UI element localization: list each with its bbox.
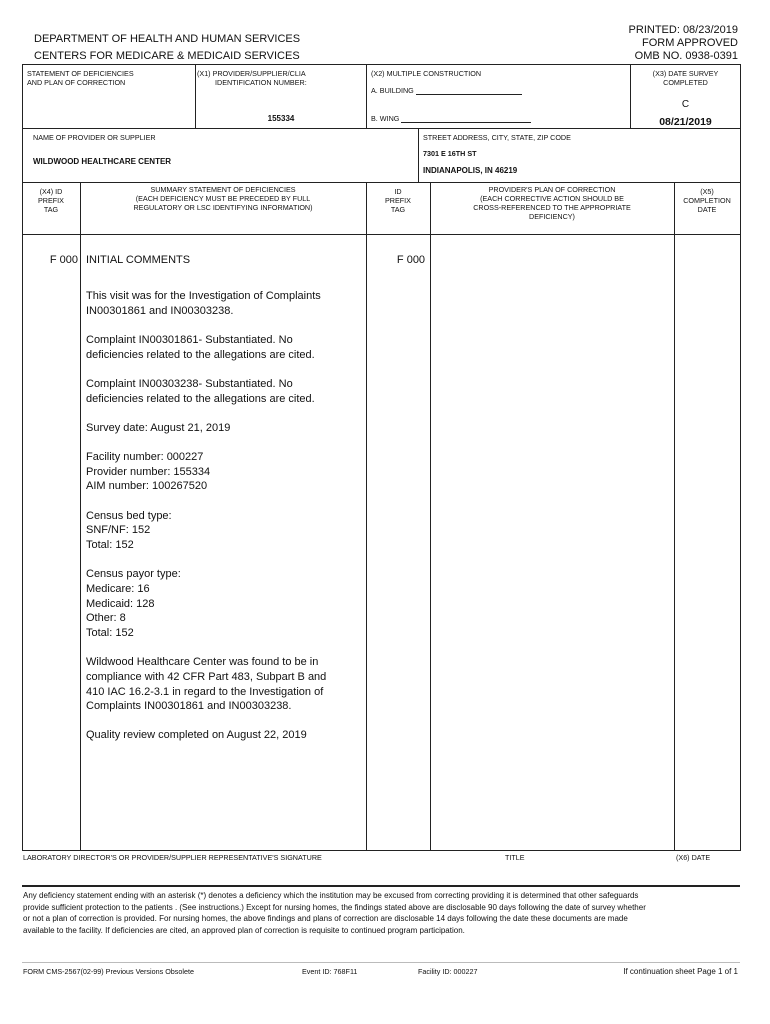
street-address: 7301 E 16TH ST xyxy=(423,149,477,158)
title-label: TITLE xyxy=(505,853,525,862)
continuation-sheet: If continuation sheet Page 1 of 1 xyxy=(623,967,738,976)
city-state-zip: INDIANAPOLIS, IN 46219 xyxy=(423,166,518,175)
printed-date: PRINTED: 08/23/2019 xyxy=(628,24,738,36)
comments-body xyxy=(86,289,364,758)
x4-header: (X4) ID PREFIX TAG xyxy=(38,187,64,214)
date-label: (X6) DATE xyxy=(676,853,711,862)
comment-paragraph: This visit was for the Investigation of Complaints IN00301861 and IN00303238. xyxy=(86,290,321,317)
footer-rule xyxy=(22,962,740,963)
right-prefix-tag: F 000 xyxy=(396,254,426,266)
comment-paragraph: Census bed type: SNF/NF: 152 Total: 152 xyxy=(86,509,172,551)
comment-paragraph: Complaint IN00303238- Substantiated. No deficiencies related to the allegations are cited. xyxy=(86,377,315,405)
plan-header: PROVIDER'S PLAN OF CORRECTION (EACH CORRECTIVE ACTION SHOULD BE CROSS-REFERENCED TO THE APPROPRIATE DEFICIENCY) xyxy=(473,185,631,221)
comment-paragraph: Complaint IN00301861- Substantiated. No deficiencies related to the allegations are cited. xyxy=(86,333,315,361)
signature-rule xyxy=(22,885,740,887)
omb-number: OMB NO. 0938-0391 xyxy=(634,50,738,62)
row1-bottom xyxy=(22,128,740,129)
content-bottom xyxy=(22,850,740,851)
provider-label: NAME OF PROVIDER OR SUPPLIER xyxy=(33,133,156,142)
x1-label: (X1) PROVIDER/SUPPLIER/CLIA IDENTIFICATION NUMBER: xyxy=(197,69,307,87)
survey-date: 08/21/2019 xyxy=(659,116,712,128)
agency-title: CENTERS FOR MEDICARE & MEDICAID SERVICES xyxy=(34,50,300,62)
department-title: DEPARTMENT OF HEALTH AND HUMAN SERVICES xyxy=(34,33,301,45)
initial-comments-heading: INITIAL COMMENTS xyxy=(86,254,191,266)
form-approved: FORM APPROVED xyxy=(642,37,738,49)
comment-paragraph: Census payor type: Medicare: 16 Medicaid: 128 Other: 8 Total: 152 xyxy=(86,568,181,639)
building-field: A. BUILDING xyxy=(371,86,522,95)
form-number: FORM CMS-2567(02-99) Previous Versions Obsolete xyxy=(23,967,194,976)
row2-bottom xyxy=(22,182,740,183)
wing-field: B. WING xyxy=(371,114,531,123)
survey-code: C xyxy=(681,99,690,110)
frame-top xyxy=(22,64,740,65)
statement-label: STATEMENT OF DEFICIENCIES AND PLAN OF CORRECTION xyxy=(27,69,134,87)
address-label: STREET ADDRESS, CITY, STATE, ZIP CODE xyxy=(423,133,571,142)
provider-name: WILDWOOD HEALTHCARE CENTER xyxy=(33,157,172,166)
summary-header: SUMMARY STATEMENT OF DEFICIENCIES (EACH DEFICIENCY MUST BE PRECEDED BY FULL REGULATORY OR LSC IDENTIFYING INFORMATION) xyxy=(133,185,313,212)
comment-paragraph: Survey date: August 21, 2019 xyxy=(86,421,231,434)
building-blank xyxy=(416,86,522,95)
director-signature-label: LABORATORY DIRECTOR'S OR PROVIDER/SUPPLIER REPRESENTATIVE'S SIGNATURE xyxy=(23,853,322,862)
x3-label: (X3) DATE SURVEY COMPLETED xyxy=(652,69,719,87)
facility-id: Facility ID: 000227 xyxy=(418,967,478,976)
x5-header: (X5) COMPLETION DATE xyxy=(683,187,731,214)
left-prefix-tag: F 000 xyxy=(49,254,78,266)
wing-blank xyxy=(401,114,531,123)
comment-paragraph: Facility number: 000227 Provider number: 155334 AIM number: 100267520 xyxy=(86,450,211,493)
comment-paragraph: Quality review completed on August 22, 2019 xyxy=(86,729,307,742)
frame-right xyxy=(740,64,741,851)
disclaimer-text: Any deficiency statement ending with an asterisk (*) denotes a deficiency which the institution may be excused from correcting providing it is determined that other safeguards provide sufficient protection to the patients . (See instructions.) Except for nursing homes, the findings stated above are disclosable 90 days following the date of survey whether or not a plan of correction is provided. For nursing homes, the above findings and plans of correction are disclosable 14 days following the date these documents are made available to the facility. If deficiencies are cited, an approved plan of correction is requisite to continued program participation. xyxy=(23,891,646,935)
provider-number: 155334 xyxy=(267,114,295,123)
x2-label: (X2) MULTIPLE CONSTRUCTION xyxy=(371,69,482,78)
columns-header-bottom xyxy=(22,234,740,235)
event-id: Event ID: 768F11 xyxy=(302,967,358,976)
comment-paragraph: Wildwood Healthcare Center was found to be in compliance with 42 CFR Part 483, Subpart B and 410 IAC 16.2-3.1 in regard to the Investigation of Complaints IN00301861 and IN00303238. xyxy=(86,656,327,713)
id-header: ID PREFIX TAG xyxy=(385,187,411,214)
